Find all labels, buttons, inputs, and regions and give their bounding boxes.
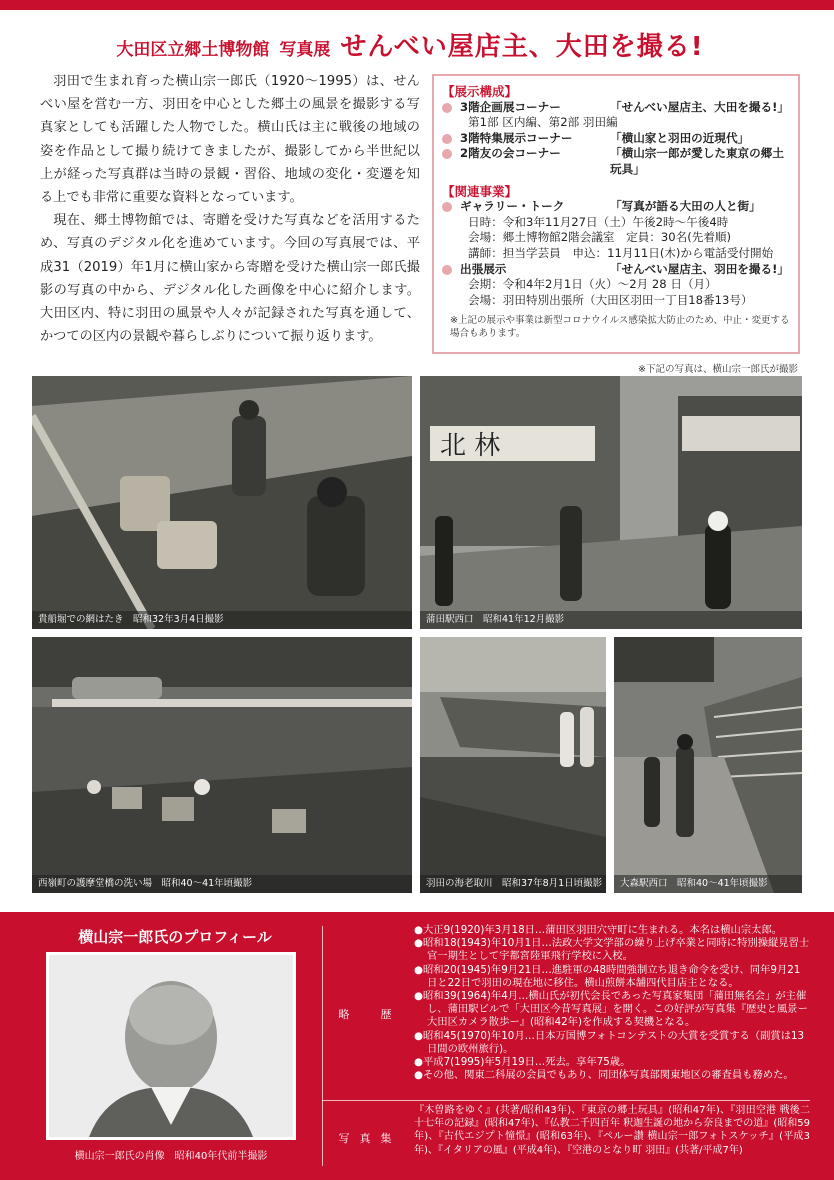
history-item: ●その他、関東二科展の会員でもあり、同団体写真部関東地区の審査員も務めた。 [414,1069,794,1082]
event-item [442,199,790,215]
bullet-icon [442,134,452,144]
photo-caption: 大森駅西口 昭和40～41年頃撮影 [614,875,802,893]
history-item: ●平成7(1995)年5月19日…死去。享年75歳。 [414,1056,631,1069]
exhibit-heading: 【展示構成】 [442,84,518,99]
photo-image [420,376,802,629]
bullet-icon [442,202,452,212]
portrait-photo [46,952,296,1140]
svg-text:北 林: 北 林 [440,431,501,461]
exhibit-label: 3階企画展コーナー [460,99,561,114]
exhibit-value: 「横山家と羽田の近現代」 [610,130,750,145]
event-item [442,262,790,278]
history-item: ●昭和45(1970)年10月…日本万国博フォトコンテストの大賞を受賞する（副賞は13日間の欧州旅行)。 [414,1029,805,1055]
portrait-caption: 横山宗一郎氏の肖像 昭和40年代前半撮影 [74,1151,268,1162]
photo-caption: 貴船堀での網はたき 昭和32年3月4日撮影 [32,611,412,629]
history-item: ●昭和39(1964)年4月…横山氏が初代会長であった写真家集団「蒲田無名会」が主催し、蒲田駅ビルで「大田区今昔写真展」を開く。この好評が写真集『歴史と風景ー大田区カメラ散歩ー』(昭和42年)を作成する契機となる。 [414,990,808,1029]
section-divider-horizontal [322,1100,810,1101]
exhibit-value: 「せんべい屋店主、大田を撮る!」 [610,99,789,114]
top-accent-bar [0,0,834,10]
history-label: 略 歴 [338,1008,402,1021]
exhibit-info-box [432,74,800,354]
exhibit-label: 2階友の会コーナー [460,146,561,161]
cancellation-note: ※上記の展示や事業は新型コロナウイルス感染拡大防止のため、中止・変更する場合もあります。 [450,315,790,340]
photo-kifune-net [32,376,412,629]
exhibit-item [442,100,790,116]
page-title: せんべい屋店主、大田を撮る! [340,32,704,62]
photo-caption: 蒲田駅西口 昭和41年12月撮影 [420,611,802,629]
photo-gomado-bridge [32,637,412,893]
photo-ebitori-river [420,637,606,893]
photo-caption: 西嶺町の護摩堂橋の洗い場 昭和40～41年頃撮影 [32,875,412,893]
event-label: ギャラリー・トーク [460,199,565,214]
photo-image [420,637,606,893]
intro-paragraph-1: 羽田で生まれ育った横山宗一郎氏（1920～1995）は、せんべい屋を営む一方、羽田を中心とした郷土の風景を撮影する写真家としても活躍した人物でした。横山氏は主に戦後の地域の姿を作品として撮り続けてきましたが、撮影してから半世紀以上が経った写真群は当時の景観・習俗、地域の変化・変遷を知る上でも非常に重要な資料となっています。 [40,74,420,206]
bullet-icon [442,149,452,159]
photo-omori-west [614,637,802,893]
exhibit-value: 「横山宗一郎が愛した東京の郷土玩具」 [610,146,784,176]
exhibit-sub: 第1部 区内編、第2部 羽田編 [468,115,618,130]
event-line: 会期：令和4年2月1日（火）～2月 28 日（月） [468,277,717,292]
bullet-icon [442,103,452,113]
exhibit-label: 3階特集展示コーナー [460,130,573,145]
event-line: 日時：令和3年11月27日（土）午後2時～午後4時 [468,214,729,229]
event-value: 「せんべい屋店主、羽田を撮る!」 [610,261,789,276]
books-label: 写真集 [338,1132,402,1145]
photo-image [32,637,412,893]
history-item: ●昭和18(1943)年10月1日…法政大学文学部の繰り上げ卒業と同時に特別操縦見習士官一期生として宇都宮陸軍飛行学校に入校。 [414,937,810,963]
event-line: 会場：羽田特別出張所（大田区羽田一丁目18番13号） [468,292,753,307]
photo-image [614,637,802,893]
history-list [414,924,810,1082]
photobook-list: 『木曽路をゆく』(共著/昭和43年)、『東京の郷土玩具』(昭和47年)、『羽田空港 戦後二十七年の記録』(昭和47年)、『仏教二千四百年 釈迦生誕の地から奈良までの道』(昭和59年)、『古代エジプト憧憬』(昭和63年)、『ペルー讃 横山宗一郎フォトスケッチ』(平成3年)、『イタリアの風』(平成4年)、『空港のとなり町 羽田』(共著/平成7年) [414,1105,810,1156]
photo-credit: ※下記の写真は、横山宗一郎氏が撮影 [638,364,798,375]
history-item: ●昭和20(1945)年9月21日…進駐軍の48時間強制立ち退き命令を受け、同年9月21日と22日で羽田の現在地に移住。横山煎餅本舗四代目店主となる。 [414,963,801,989]
history-item: ●大正9(1920)年3月18日…蒲田区羽田穴守町に生まれる。本名は横山宗太郎。 [414,924,783,936]
bullet-icon [442,265,452,275]
exhibit-item [442,131,790,147]
exhibit-kind: 写真展 [279,40,331,60]
event-line: 会場：郷土博物館2階会議室 定員：30名(先着順) [468,230,732,245]
section-divider [322,926,323,1166]
photo-caption: 羽田の海老取川 昭和37年8月1日頃撮影 [420,875,606,893]
photo-image [32,376,412,629]
intro-text [40,70,420,348]
museum-name: 大田区立郷土博物館 [116,40,270,60]
photo-kamata-west [420,376,802,629]
events-heading: 【関連事業】 [442,183,518,199]
event-line: 講師：担当学芸員 申込：11月11日(木)から電話受付開始 [468,245,774,260]
profile-title: 横山宗一郎氏のプロフィール [78,928,272,946]
portrait-image [49,955,293,1137]
page-header [30,26,790,66]
intro-paragraph-2: 現在、郷土博物館では、寄贈を受けた写真などを活用するため、写真のデジタル化を進めています。今回の写真展では、平成31（2019）年1月に横山家から寄贈を受けた横山宗一郎氏撮影の写真の中から、デジタル化した画像を中心に紹介します。大田区内、特に羽田の風景や人々が記録された写真を通して、かつての区内の景観や暮らしぶりについて振り返ります。 [40,213,420,345]
event-label: 出張展示 [460,261,507,276]
event-value: 「写真が語る大田の人と街」 [610,199,761,214]
exhibit-item [442,146,790,177]
